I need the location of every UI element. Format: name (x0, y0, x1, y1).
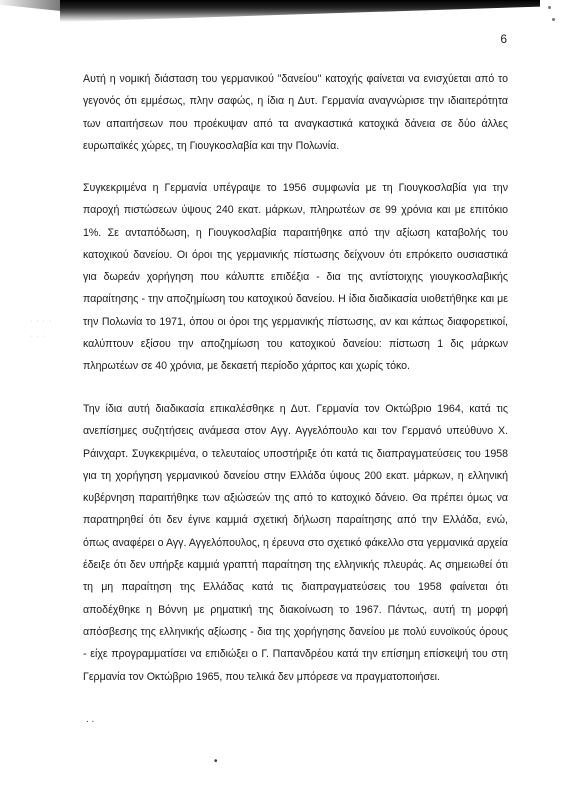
scan-shadow-top (60, 0, 540, 22)
pen-mark: • (214, 756, 218, 767)
paragraph-2: Συγκεκριμένα η Γερμανία υπέγραψε το 1956 συμφωνία με τη Γιουγκοσλαβία για την παροχή πιστώσεων ύψους 240 εκατ. μάρκων, πληρωτέων σε 99 χρόνια και με επιτόκιο 1%. Σε ανταπόδωση, η Γιουγκοσλαβία παραιτήθηκε από την αξίωση καταβολής του κατοχικού δανείου. Οι όροι της γερμανικής πίστωσης δείχνουν ότι επρόκειτο ουσιαστικά για δωρεάν χορήγηση που κάλυπτε επιδέξια - δια της αντίστοιχης γιουγκοσλαβικής παραίτησης - την αποζημίωση του κατοχικού δανείου. Η ίδια διαδικασία υιοθετήθηκε και με την Πολωνία το 1971, όπου οι όροι της γερμανικής πίστωσης, αν και κάπως διαφορετικοί, καλύπτουν εξίσου την αποζημίωση του κατοχικού δανείου: πίστωση 1 δις μάρκων πληρωτέων σε 40 χρόνια, με δεκαετή περίοδο χάριτος και χωρίς τόκο. (83, 182, 508, 373)
pen-dots: . . (86, 714, 95, 725)
scan-speck (552, 18, 555, 21)
scan-speck (548, 6, 551, 9)
bleed-through-mark: · · · · (30, 318, 53, 325)
scan-shadow-left (0, 0, 70, 12)
bleed-through-mark: · · · (30, 333, 46, 340)
paragraph-3: Την ίδια αυτή διαδικασία επικαλέσθηκε η Δυτ. Γερμανία τον Οκτώβριο 1964, κατά τις ανεπίσημες συζητήσεις ανάμεσα στον Αγγ. Αγγελόπουλο και τον Γερμανό υπεύθυνο Χ. Ράινχαρτ. Συγκεκριμένα, ο τελευταίος υποστήριξε ότι κατά τις διαπραγματεύσεις του 1958 για τη χορήγηση γερμανικού δανείου στην Ελλάδα ύψους 200 εκατ. μάρκων, η ελληνική κυβέρνηση παραιτήθηκε των αξιώσεών της από το κατοχικό δάνειο. Θα πρέπει όμως να παρατηρηθεί ότι δεν έγινε καμμιά σχετική δήλωση παραίτησης από την Ελλάδα, ενώ, όπως αναφέρει ο Αγγ. Αγγελόπουλος, η έρευνα στο σχετικό φάκελλο στα γερμανικά αρχεία έδειξε ότι δεν υπήρξε καμμιά γραπτή παραίτηση της ελληνικής πλευράς. Ας σημειωθεί ότι τη μη παραίτηση της Ελλάδας κατά τις διαπραγματεύσεις του 1958 φαίνεται ότι αποδέχθηκε η Βόννη με ρηματική της διακοίνωση το 1967. Πάντως, αυτή τη μορφή απόσβεσης της ελληνικής αξίωσης - δια της χορήγησης δανείου με πολύ ευνοϊκούς όρους - είχε προγραμματίσει να επιδιώξει ο Γ. Παπανδρέου κατά την επίσημη επίσκεψή του στη Γερμανία τον Οκτώβριο 1965, που τελικά δεν μπόρεσε να πραγματοποιήσει. (83, 403, 508, 683)
paragraph-1: Αυτή η νομική διάσταση του γερμανικού "δανείου" κατοχής φαίνεται να ενισχύεται από το γεγονός ότι εμμέσως, πλην σαφώς, η ίδια η Δυτ. Γερμανία αναγνώρισε την ιδιαιτερότητα των απαιτήσεων που προέκυψαν από τα αναγκαστικά κατοχικά δάνεια σε δύο άλλες ευρωπαϊκές χώρες, τη Γιουγκοσλαβία και την Πολωνία. (83, 73, 508, 152)
page-number: 6 (500, 32, 507, 46)
